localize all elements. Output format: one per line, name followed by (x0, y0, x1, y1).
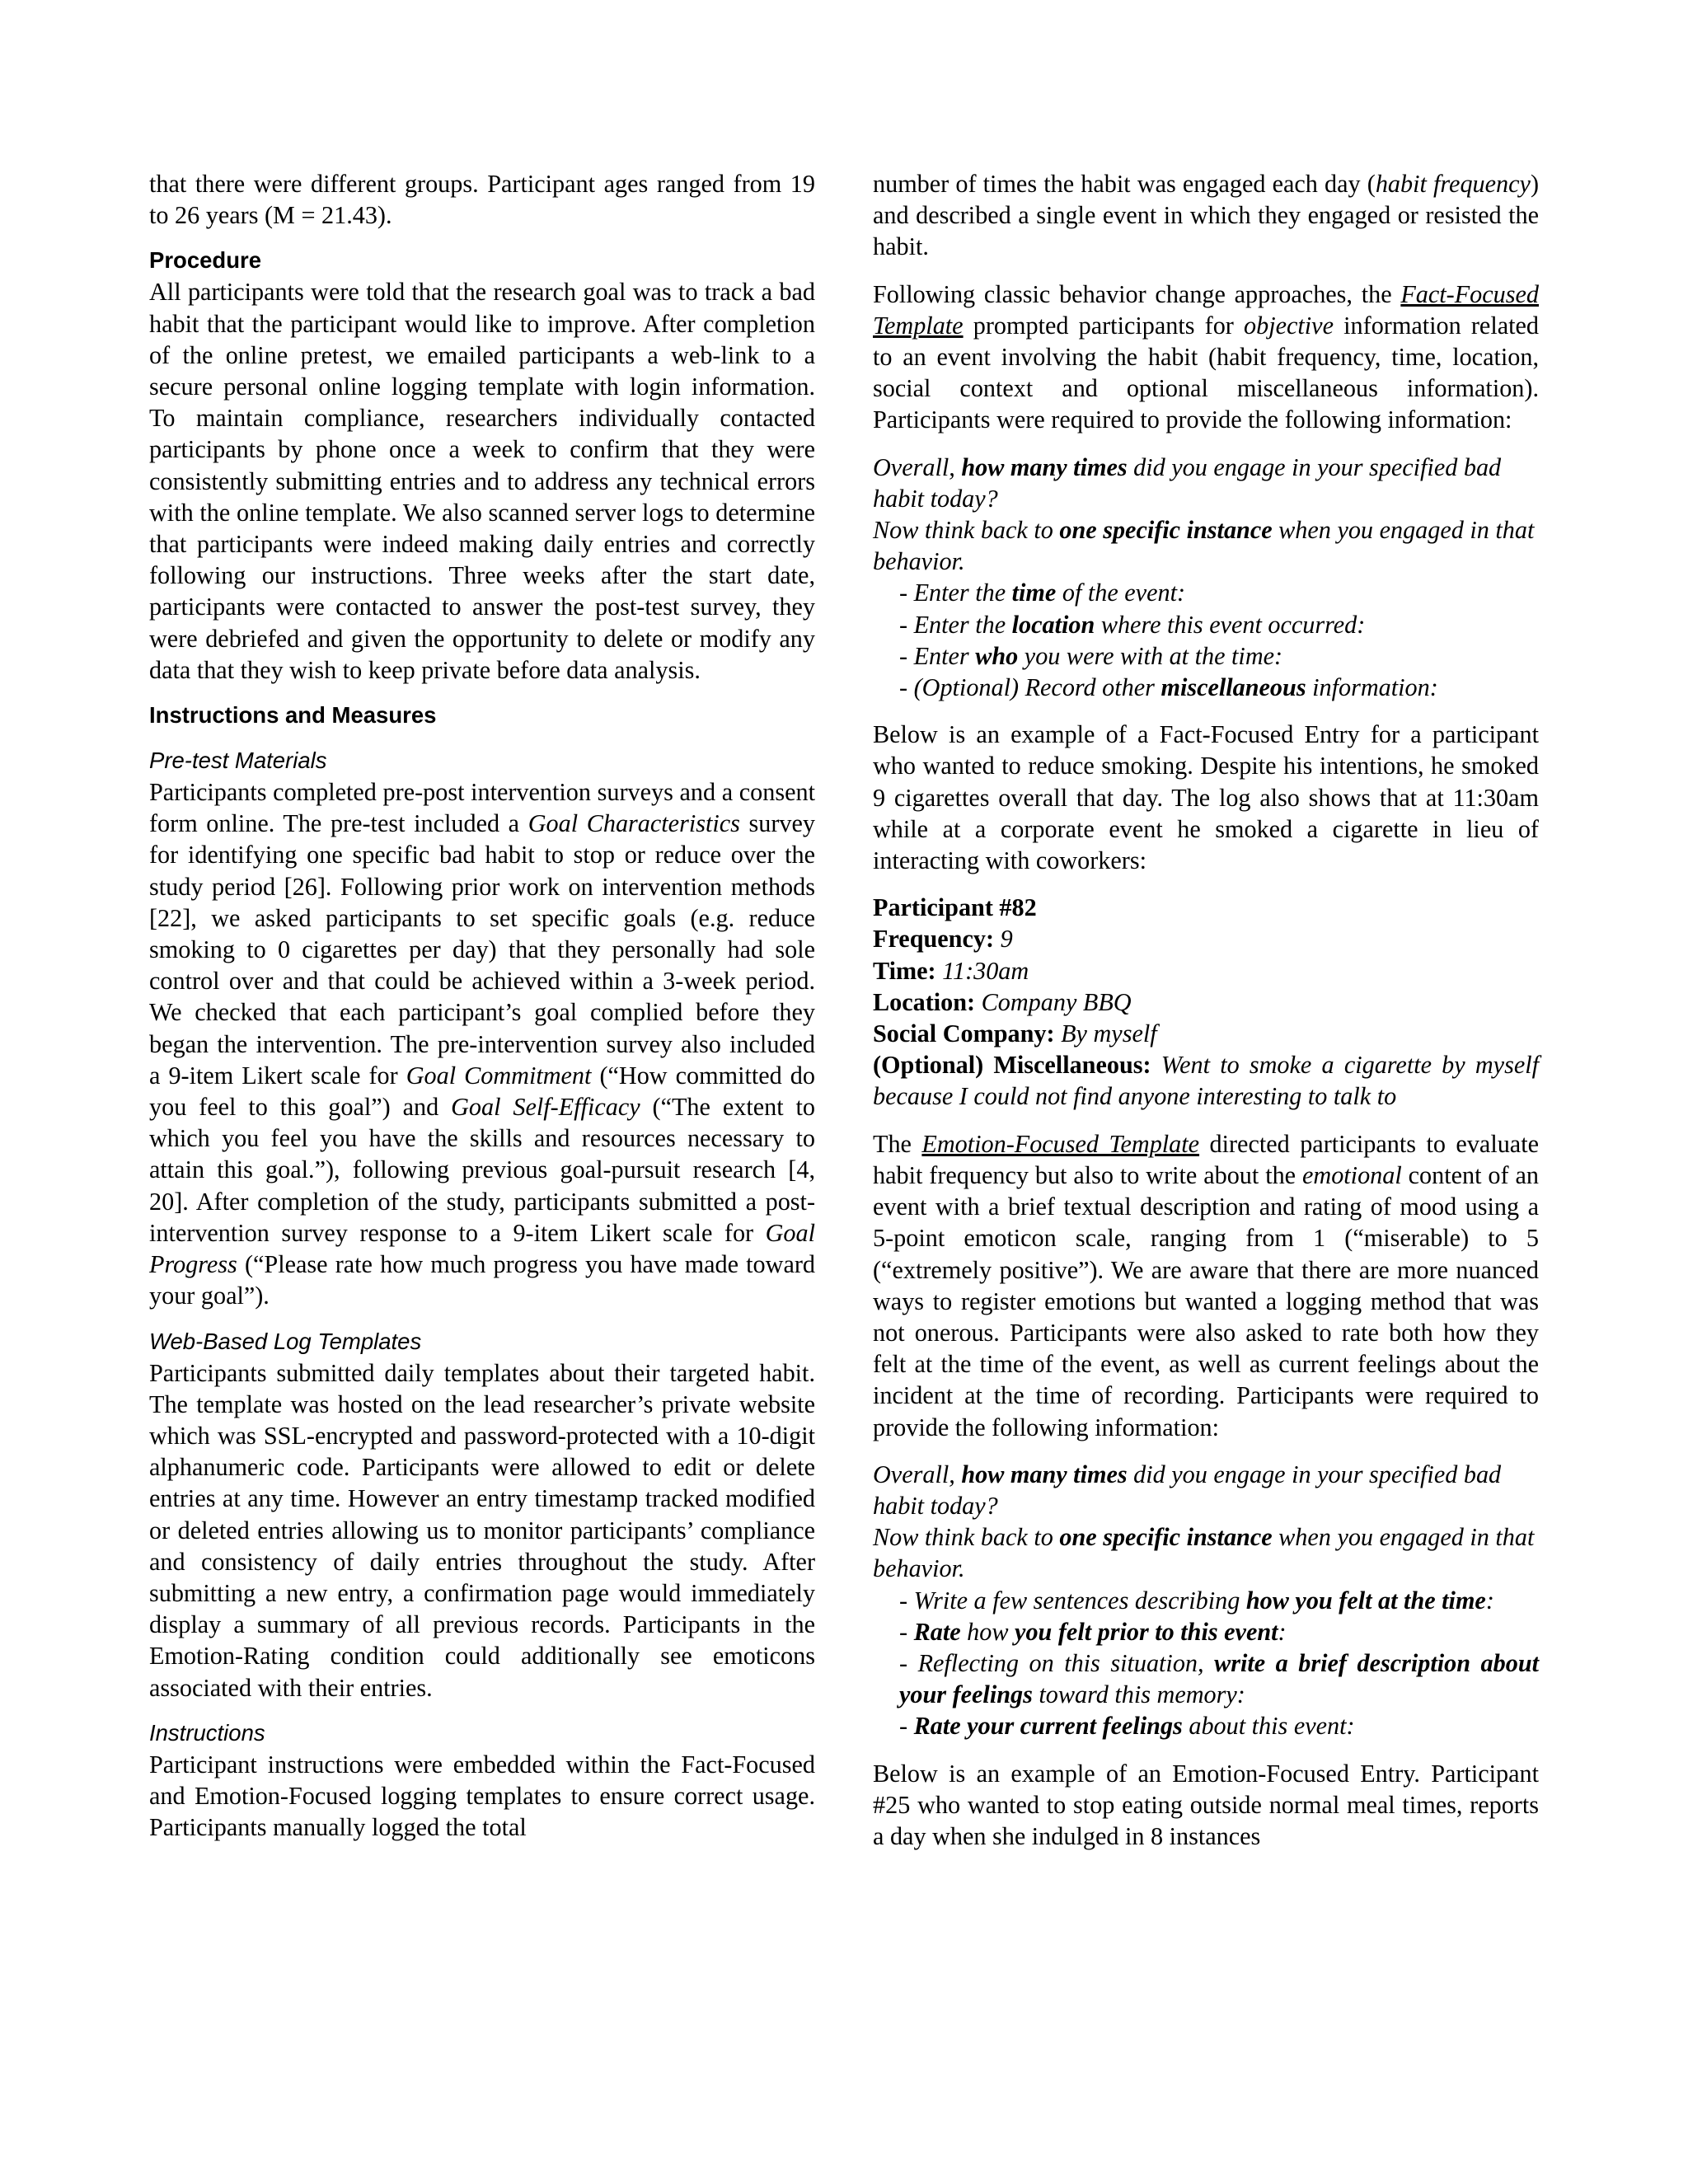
left-column (149, 168, 815, 1843)
emotion-template-prompts (873, 1459, 1539, 1742)
prompt-bullet: - Reflecting on this situation, write a brief description about your feelings toward this memory: (899, 1648, 1539, 1709)
prompt-line: Now think back to one specific instance when you engaged in that behavior. (873, 516, 1535, 576)
habit-frequency-paragraph: number of times the habit was engaged each day (habit frequency) and described a single event in which they engaged or resisted the habit. (873, 170, 1539, 261)
prompt-bullet: - (Optional) Record other miscellaneous information: (899, 673, 1438, 702)
instructions-subheading: Instructions (149, 1719, 265, 1746)
instructions-paragraph: Participant instructions were embedded within the Fact-Focused and Emotion-Focused logging templates to ensure correct usage. Participants manually logged the total (149, 1750, 815, 1842)
goal-characteristics-term: Goal Characteristics (528, 809, 740, 838)
prompt-bullet: - Rate your current feelings about this event: (899, 1712, 1355, 1741)
instructions-measures-heading: Instructions and Measures (149, 702, 437, 729)
pretest-paragraph: Participants completed pre-post intervention surveys and a consent form online. The pre-test included a Goal Characteristics survey for identifying one specific bad habit to stop or reduce over the study period [26]. Following prior work on intervention methods [22], we asked participants to set specific goals (e.g. reduce smoking to 0 cigarettes per day) that they personally had sole control over and that could be achieved within a 3-week period. We checked that each participant’s goal complied before they began the intervention. The pre-intervention survey also included a 9-item Likert scale for Goal Commitment (“How committed do you feel to this goal”) and Goal Self-Efficacy (“The extent to which you feel you have the skills and resources necessary to attain this goal.”), following previous goal-pursuit research [4, 20]. After completion of the study, participants submitted a post-intervention survey response to a 9-item Likert scale for Goal Progress (“Please rate how much progress you have made toward your goal”). (149, 778, 816, 1310)
prompt-bullet: - Enter the time of the event: (899, 579, 1186, 607)
goal-self-efficacy-term: Goal Self-Efficacy (451, 1093, 640, 1122)
emotion-example-intro: Below is an example of an Emotion-Focused Entry. Participant #25 who wanted to stop eating outside normal meal times, reports a day when she indulged in 8 instances (873, 1759, 1539, 1850)
emotion-template-paragraph: The Emotion-Focused Template directed participants to evaluate habit frequency but also to write about the emotional content of an event with a brief textual description and rating of mood using a 5-point emoticon scale, ranging from 1 (“miserable) to 5 (“extremely positive”). We are aware that there are more nuanced ways to register emotions but wanted a logging method that was not onerous. Participants were also asked to rate both how they felt at the time of the event, as well as current feelings about the incident at the time of recording. Participants were required to provide the following information: (873, 1129, 1539, 1441)
entry-frequency: Frequency: 9 (873, 925, 1013, 954)
entry-participant: Participant #82 (873, 893, 1037, 922)
fact-focused-template-link[interactable]: Fact-Focused Template (873, 279, 1539, 340)
entry-miscellaneous: (Optional) Miscellaneous: Went to smoke a cigarette by myself because I could not find anyone interesting to talk to (873, 1051, 1539, 1111)
right-column (873, 168, 1539, 1852)
procedure-paragraph: All participants were told that the research goal was to track a bad habit that the participant would like to improve. After completion of the online pretest, we emailed participants a web-link to a secure personal online logging template with login information. To maintain compliance, researchers individually contacted participants by phone once a week to confirm that they were consistently submitting entries and to address any technical errors with the online template. We also scanned server logs to determine that participants were indeed making daily entries and correctly following our instructions. Three weeks after the start date, participants were contacted to answer the post-test survey, they were debriefed and given the opportunity to delete or modify any data that they wish to keep private before data analysis. (149, 278, 815, 684)
fact-template-prompts (873, 452, 1539, 704)
intro-paragraph: that there were different groups. Participant ages ranged from 19 to 26 years (M = 21.43). (149, 170, 815, 230)
fact-example-intro: Below is an example of a Fact-Focused Entry for a participant who wanted to reduce smoking. Despite his intentions, he smoked 9 cigarettes overall that day. The log also shows that at 11:30am while at a corporate event he smoked a cigarette in lieu of interacting with coworkers: (873, 720, 1539, 875)
web-templates-heading: Web-Based Log Templates (149, 1328, 422, 1354)
prompt-bullet: - Write a few sentences describing how you felt at the time: (899, 1586, 1494, 1615)
goal-progress-term: Goal Progress (149, 1218, 815, 1279)
entry-location: Location: Company BBQ (873, 987, 1132, 1016)
prompt-line: Overall, how many times did you engage in your specified bad habit today? (873, 452, 1502, 513)
web-templates-paragraph: Participants submitted daily templates about their targeted habit. The template was hosted on the lead researcher’s private website which was SSL-encrypted and password-protected with a 10-digit alphanumeric code. Participants were allowed to edit or delete entries at any time. However an entry timestamp tracked modified or deleted entries allowing us to monitor participants’ compliance and consistency of daily entries throughout the study. After submitting a new entry, a confirmation page would immediately display a summary of all previous records. Participants in the Emotion-Rating condition could additionally see emoticons associated with their entries. (149, 1358, 815, 1702)
prompt-line: Overall, how many times did you engage in your specified bad habit today? (873, 1460, 1502, 1520)
entry-time: Time: 11:30am (873, 956, 1029, 985)
pretest-heading: Pre-test Materials (149, 748, 327, 774)
fact-template-paragraph: Following classic behavior change approaches, the Fact-Focused Template prompted participants for objective information related to an event involving the habit (habit frequency, time, location, social context and optional miscellaneous information). Participants were required to provide the following information: (873, 279, 1539, 434)
prompt-bullet: - Enter the location where this event occurred: (899, 610, 1366, 639)
prompt-bullet: - Rate how you felt prior to this event: (899, 1617, 1287, 1646)
procedure-heading: Procedure (149, 247, 262, 274)
emotion-focused-template-link[interactable]: Emotion-Focused Template (921, 1129, 1200, 1158)
entry-social-company: Social Company: By myself (873, 1019, 1157, 1048)
fact-entry-example (873, 892, 1539, 1112)
goal-commitment-term: Goal Commitment (406, 1061, 592, 1090)
prompt-bullet: - Enter who you were with at the time: (899, 641, 1283, 670)
prompt-line: Now think back to one specific instance when you engaged in that behavior. (873, 1523, 1535, 1583)
